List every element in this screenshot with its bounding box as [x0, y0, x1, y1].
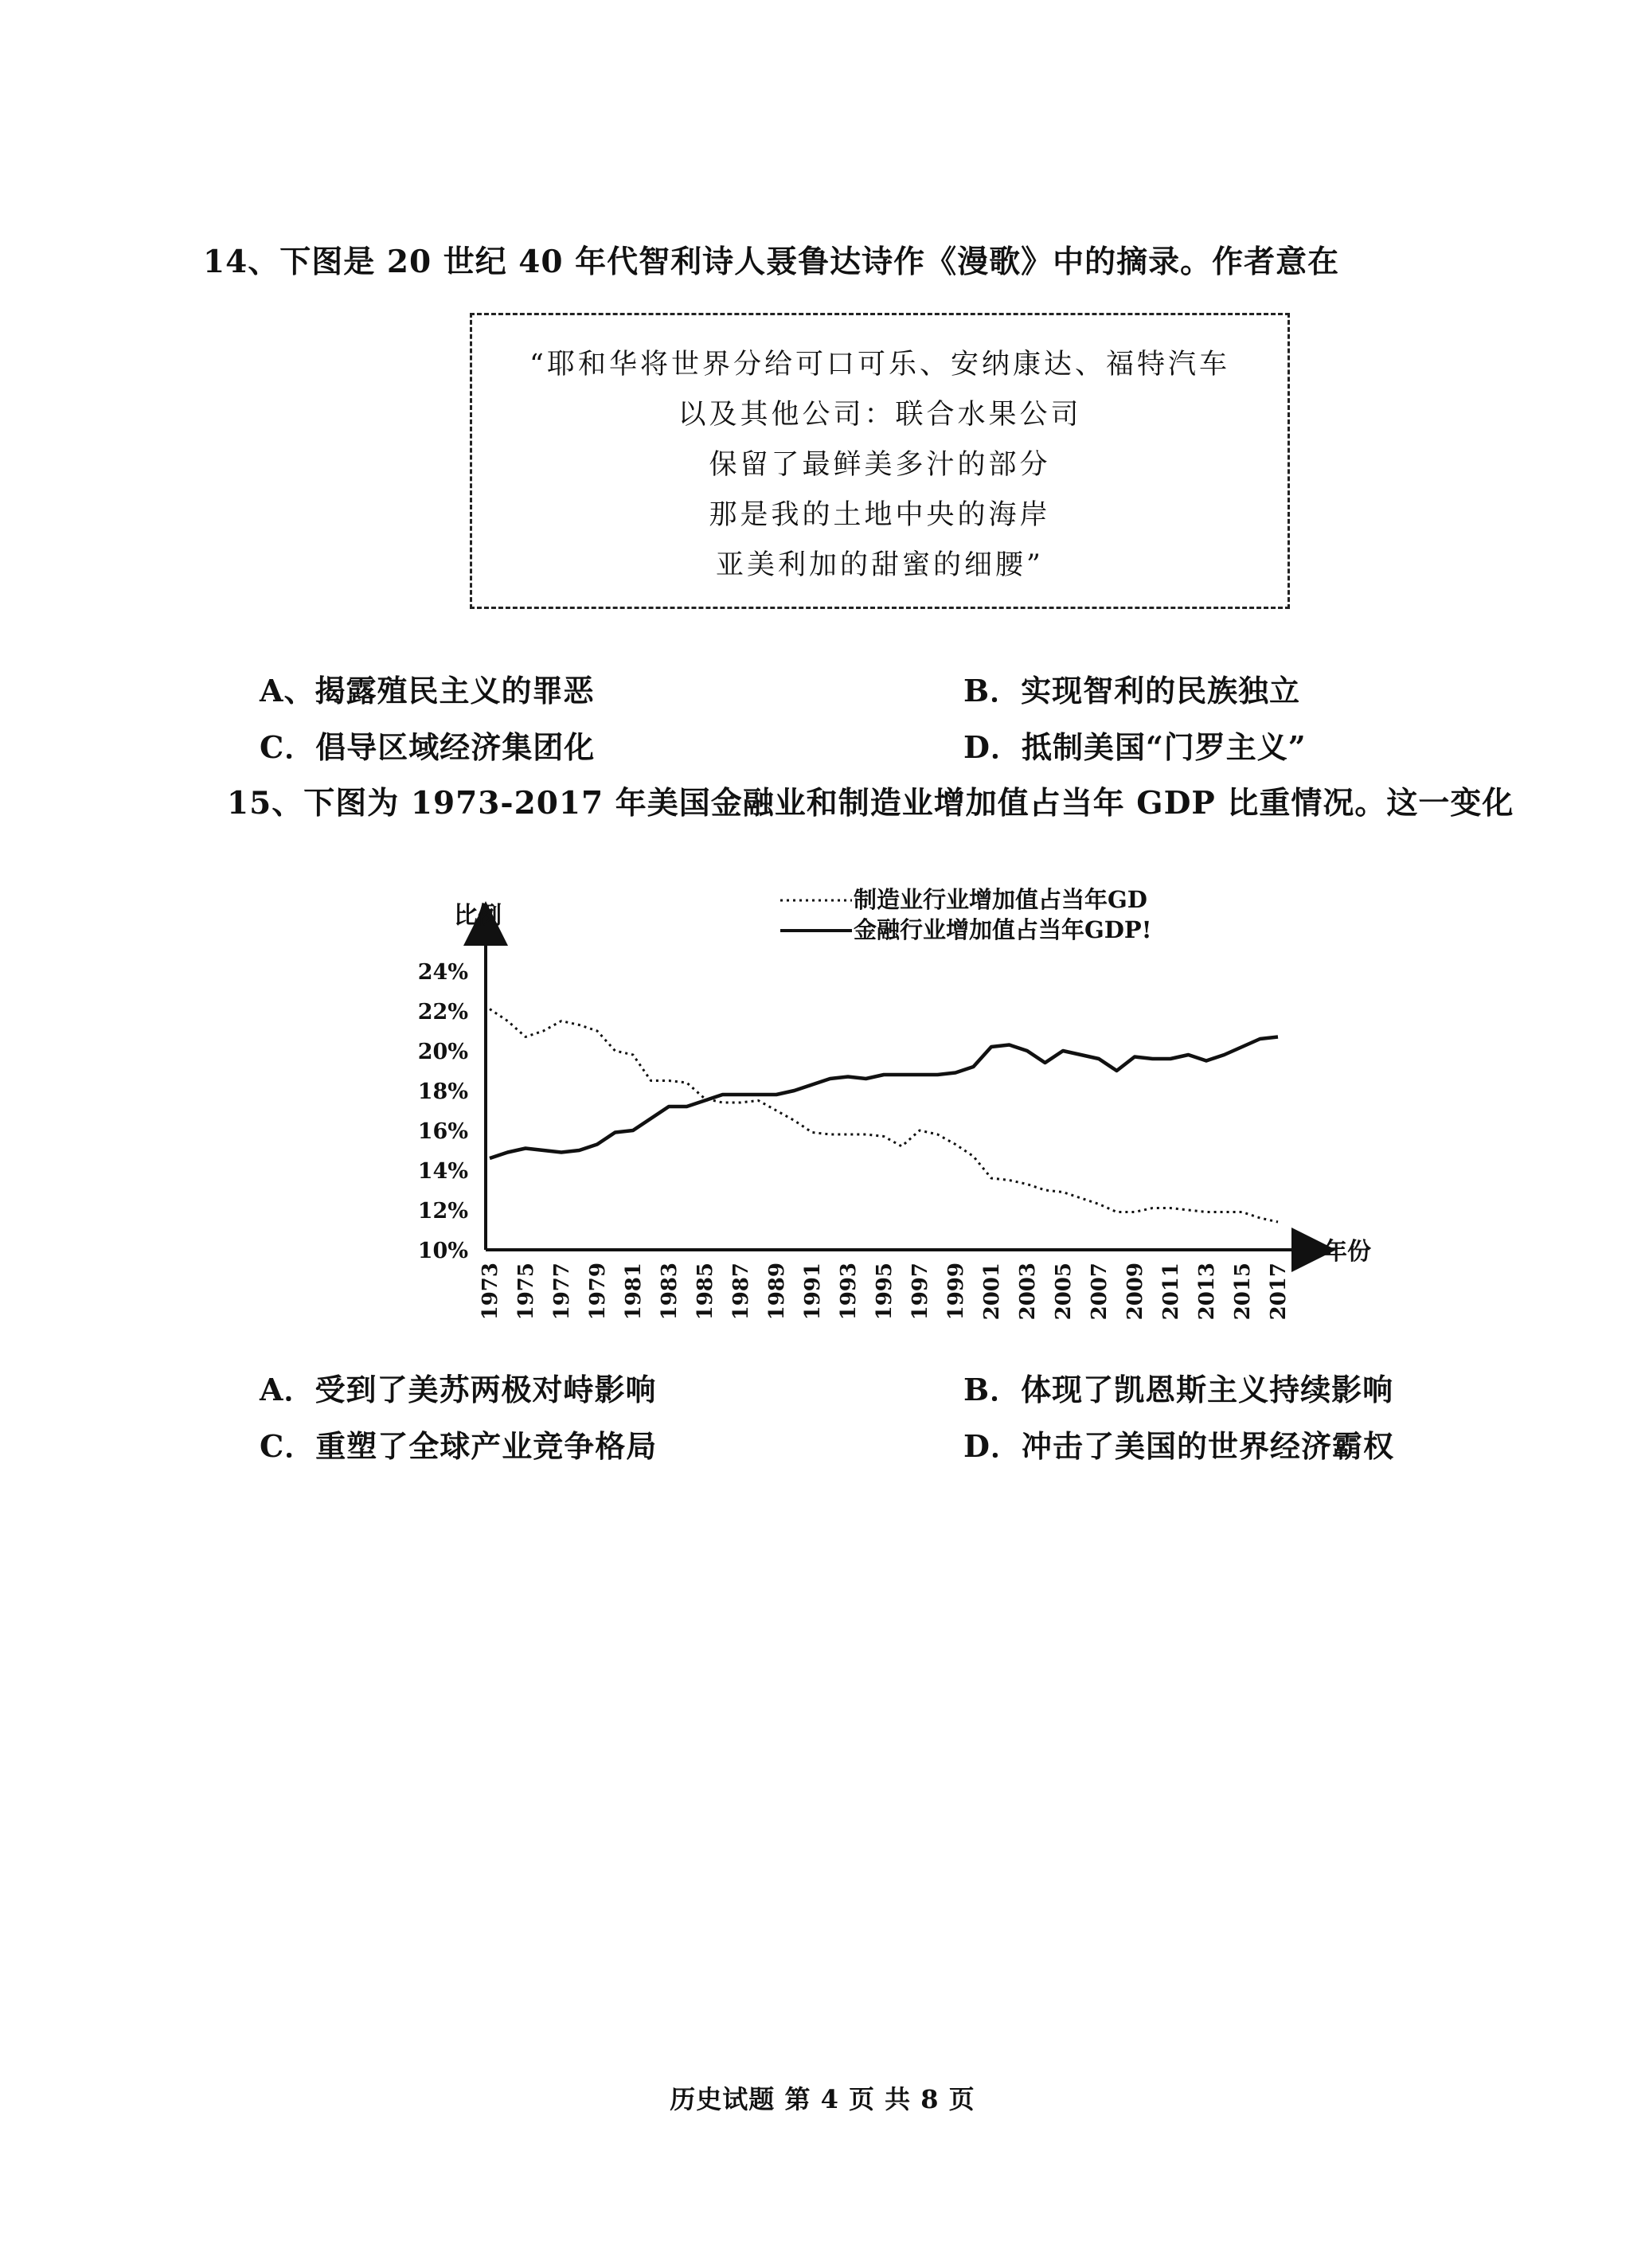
y-tick-label: 24%	[417, 960, 468, 985]
q14-option-d[interactable]: D．抵制美国“门罗主义”	[963, 729, 1307, 765]
x-tick-label: 2013	[1195, 1263, 1219, 1321]
x-tick-label: 1973	[479, 1263, 502, 1321]
x-tick-label: 2001	[980, 1263, 1004, 1321]
x-tick-label: 2005	[1052, 1263, 1076, 1321]
y-axis-label: 比例	[454, 902, 502, 930]
x-tick-label: 1989	[765, 1263, 789, 1321]
q15-option-c[interactable]: C．重塑了全球产业竞争格局	[260, 1428, 658, 1464]
series-line-manufacturing	[490, 1009, 1278, 1223]
q14-stem: 14、下图是 20 世纪 40 年代智利诗人聂鲁达诗作《漫歌》中的摘录。作者意在	[203, 244, 1340, 280]
y-tick-label: 10%	[417, 1239, 468, 1263]
x-tick-label: 2011	[1159, 1263, 1183, 1321]
q15-option-b[interactable]: B．体现了凯恩斯主义持续影响	[963, 1372, 1394, 1407]
x-tick-label: 1999	[944, 1263, 968, 1321]
x-tick-label: 1987	[729, 1263, 753, 1321]
legend-label: 金融行业增加值占当年GDP!	[854, 916, 1152, 943]
poem-line-4: 那是我的土地中央的海岸	[709, 499, 1051, 531]
x-tick-label: 2003	[1016, 1263, 1040, 1321]
y-tick-label: 16%	[417, 1119, 468, 1144]
x-tick-label: 1991	[801, 1263, 825, 1321]
legend-label: 制造业行业增加值占当年GD	[854, 886, 1147, 913]
x-tick-label: 2015	[1231, 1263, 1255, 1321]
y-tick-label: 14%	[417, 1159, 468, 1184]
q14-option-a[interactable]: A、揭露殖民主义的罪恶	[260, 673, 595, 709]
q15-stem: 15、下图为 1973-2017 年美国金融业和制造业增加值占当年 GDP 比重情况。这一变化	[227, 785, 1514, 822]
x-tick-label: 2009	[1123, 1263, 1147, 1321]
poem-line-1: “耶和华将世界分给可口可乐、安纳康达、福特汽车	[529, 349, 1230, 381]
page-footer: 历史试题 第 4 页 共 8 页	[670, 2084, 975, 2114]
y-tick-label: 20%	[417, 1040, 468, 1064]
q14-option-b[interactable]: B．实现智利的民族独立	[963, 673, 1301, 709]
x-tick-label: 1979	[586, 1263, 610, 1321]
q14-option-c[interactable]: C．倡导区域经济集团化	[260, 729, 596, 765]
x-tick-label: 1997	[908, 1263, 932, 1321]
x-tick-label: 2007	[1088, 1263, 1112, 1321]
q15-option-a[interactable]: A．受到了美苏两极对峙影响	[260, 1372, 657, 1407]
x-tick-label: 1981	[622, 1263, 646, 1321]
poem-line-5: 亚美利加的甜蜜的细腰”	[716, 549, 1044, 581]
poem-box	[470, 313, 1290, 609]
q15-option-d[interactable]: D．冲击了美国的世界经济霸权	[963, 1428, 1394, 1464]
x-tick-label: 1985	[694, 1263, 717, 1321]
x-tick-label: 1993	[837, 1263, 861, 1321]
y-tick-label: 18%	[417, 1079, 468, 1104]
x-tick-label: 1975	[514, 1263, 538, 1321]
y-tick-label: 12%	[417, 1199, 468, 1224]
line-chart	[398, 884, 1433, 1329]
x-tick-label: 1995	[873, 1263, 897, 1321]
x-tick-label: 2017	[1267, 1263, 1291, 1321]
x-tick-label: 1977	[550, 1263, 574, 1321]
poem-line-3: 保留了最鲜美多汁的部分	[709, 449, 1051, 481]
x-tick-label: 1983	[658, 1263, 682, 1321]
y-tick-label: 22%	[417, 1000, 468, 1025]
series-line-finance	[490, 1037, 1278, 1159]
x-axis-label: 年份	[1323, 1238, 1371, 1266]
poem-line-2: 以及其他公司：联合水果公司	[678, 399, 1082, 431]
